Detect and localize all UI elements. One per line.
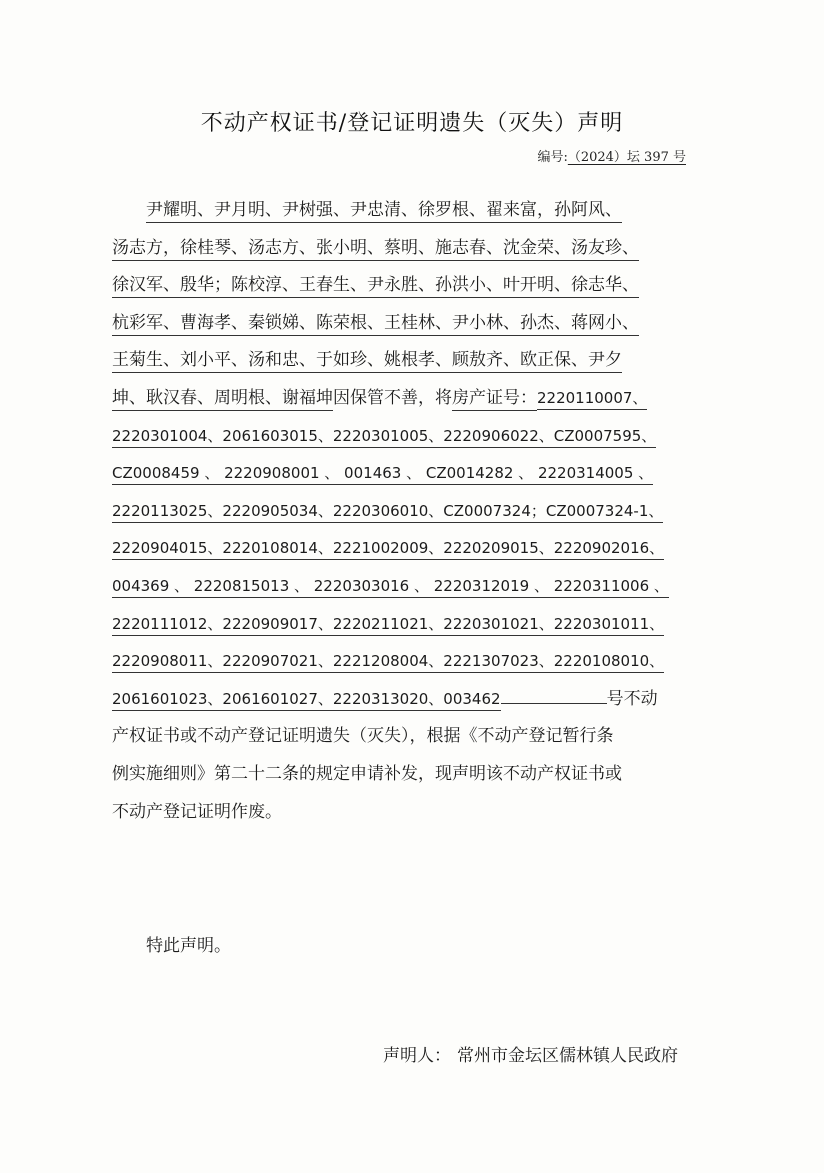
document-number-value: （2024）坛 397 号 <box>567 150 686 165</box>
body-line <box>112 681 692 719</box>
declarant-name: 常州市金坛区儒林镇人民政府 <box>457 1046 678 1066</box>
body-line <box>112 380 692 418</box>
certificate-numbers: 2220111012、2220909017、2220211021、2220301021、2220301011、 <box>112 615 664 636</box>
owner-names: 王菊生、刘小平、汤和忠、于如珍、姚根孝、顾敖齐、欧正保、尹夕 <box>112 350 622 373</box>
body-text: 产权证书或不动产登记证明遗失（灭失），根据《不动产登记暂行条 <box>112 726 614 747</box>
body-text: 例实施细则》第二十二条的规定申请补发，现声明该不动产权证书或 <box>112 763 622 784</box>
certificate-numbers: 2220908011、2220907021、2221208004、2221307023、2220108010、 <box>112 652 664 673</box>
body-line <box>112 606 692 644</box>
certificate-numbers: 2061601023、2061601027、2220313020、003462 <box>112 690 501 711</box>
body-line <box>112 230 692 268</box>
body-line <box>112 455 692 493</box>
body-line <box>112 267 692 305</box>
document-number-label: 编号: <box>537 150 568 165</box>
body-line <box>112 305 692 343</box>
owner-names: 尹耀明、尹月明、尹树强、尹忠清、徐罗根、翟来富，孙阿风、 <box>146 200 622 223</box>
owner-names: 坤、耿汉春、周明根、谢福坤 <box>112 388 333 411</box>
declarant-label: 声明人： <box>383 1046 451 1066</box>
body-line <box>112 342 692 380</box>
body-text: 不动产登记证明作废。 <box>112 801 282 822</box>
body-line <box>112 493 692 531</box>
owner-names: 汤志方，徐桂琴、汤志方、张小明、蔡明、施志春、沈金荣、汤友珍、 <box>112 238 639 261</box>
closing-statement: 特此声明。 <box>146 936 231 956</box>
body-text: 号不动 <box>606 688 658 709</box>
certificate-numbers: 004369 、 2220815013 、 2220303016 、 2220312019 、 2220311006 、 <box>112 577 669 598</box>
statement-body <box>112 192 692 831</box>
certificate-numbers: 2220904015、2220108014、2221002009、2220209015、2220902016、 <box>112 539 664 560</box>
certificate-numbers: CZ0008459 、 2220908001 、 001463 、 CZ0014282 、 2220314005 、 <box>112 464 653 485</box>
body-line <box>112 794 692 832</box>
body-line <box>112 643 692 681</box>
body-line <box>112 756 692 794</box>
certificate-numbers: 2220113025、2220905034、2220306010、CZ0007324；CZ0007324-1、 <box>112 502 663 523</box>
document-number <box>537 146 686 165</box>
certificate-label: 房产证号： <box>452 388 537 411</box>
body-line <box>112 568 692 606</box>
certificate-number: 2220110007、 <box>537 389 647 410</box>
body-line <box>112 418 692 456</box>
declarant <box>383 1038 678 1075</box>
document-title: 不动产权证书/登记证明遗失（灭失）声明 <box>200 111 624 136</box>
body-line <box>112 718 692 756</box>
body-line <box>112 530 692 568</box>
certificate-numbers: 2220301004、2061603015、2220301005、2220906022、CZ0007595、 <box>112 427 656 448</box>
owner-names: 徐汉军、殷华；陈校淳、王春生、尹永胜、孙洪小、叶开明、徐志华、 <box>112 275 639 298</box>
blank-underline <box>501 681 607 704</box>
body-text: 因保管不善，将 <box>333 387 452 408</box>
body-line <box>112 192 692 230</box>
owner-names: 杭彩军、曹海孝、秦锁娣、陈荣根、王桂林、尹小林、孙杰、蒋网小、 <box>112 313 639 336</box>
